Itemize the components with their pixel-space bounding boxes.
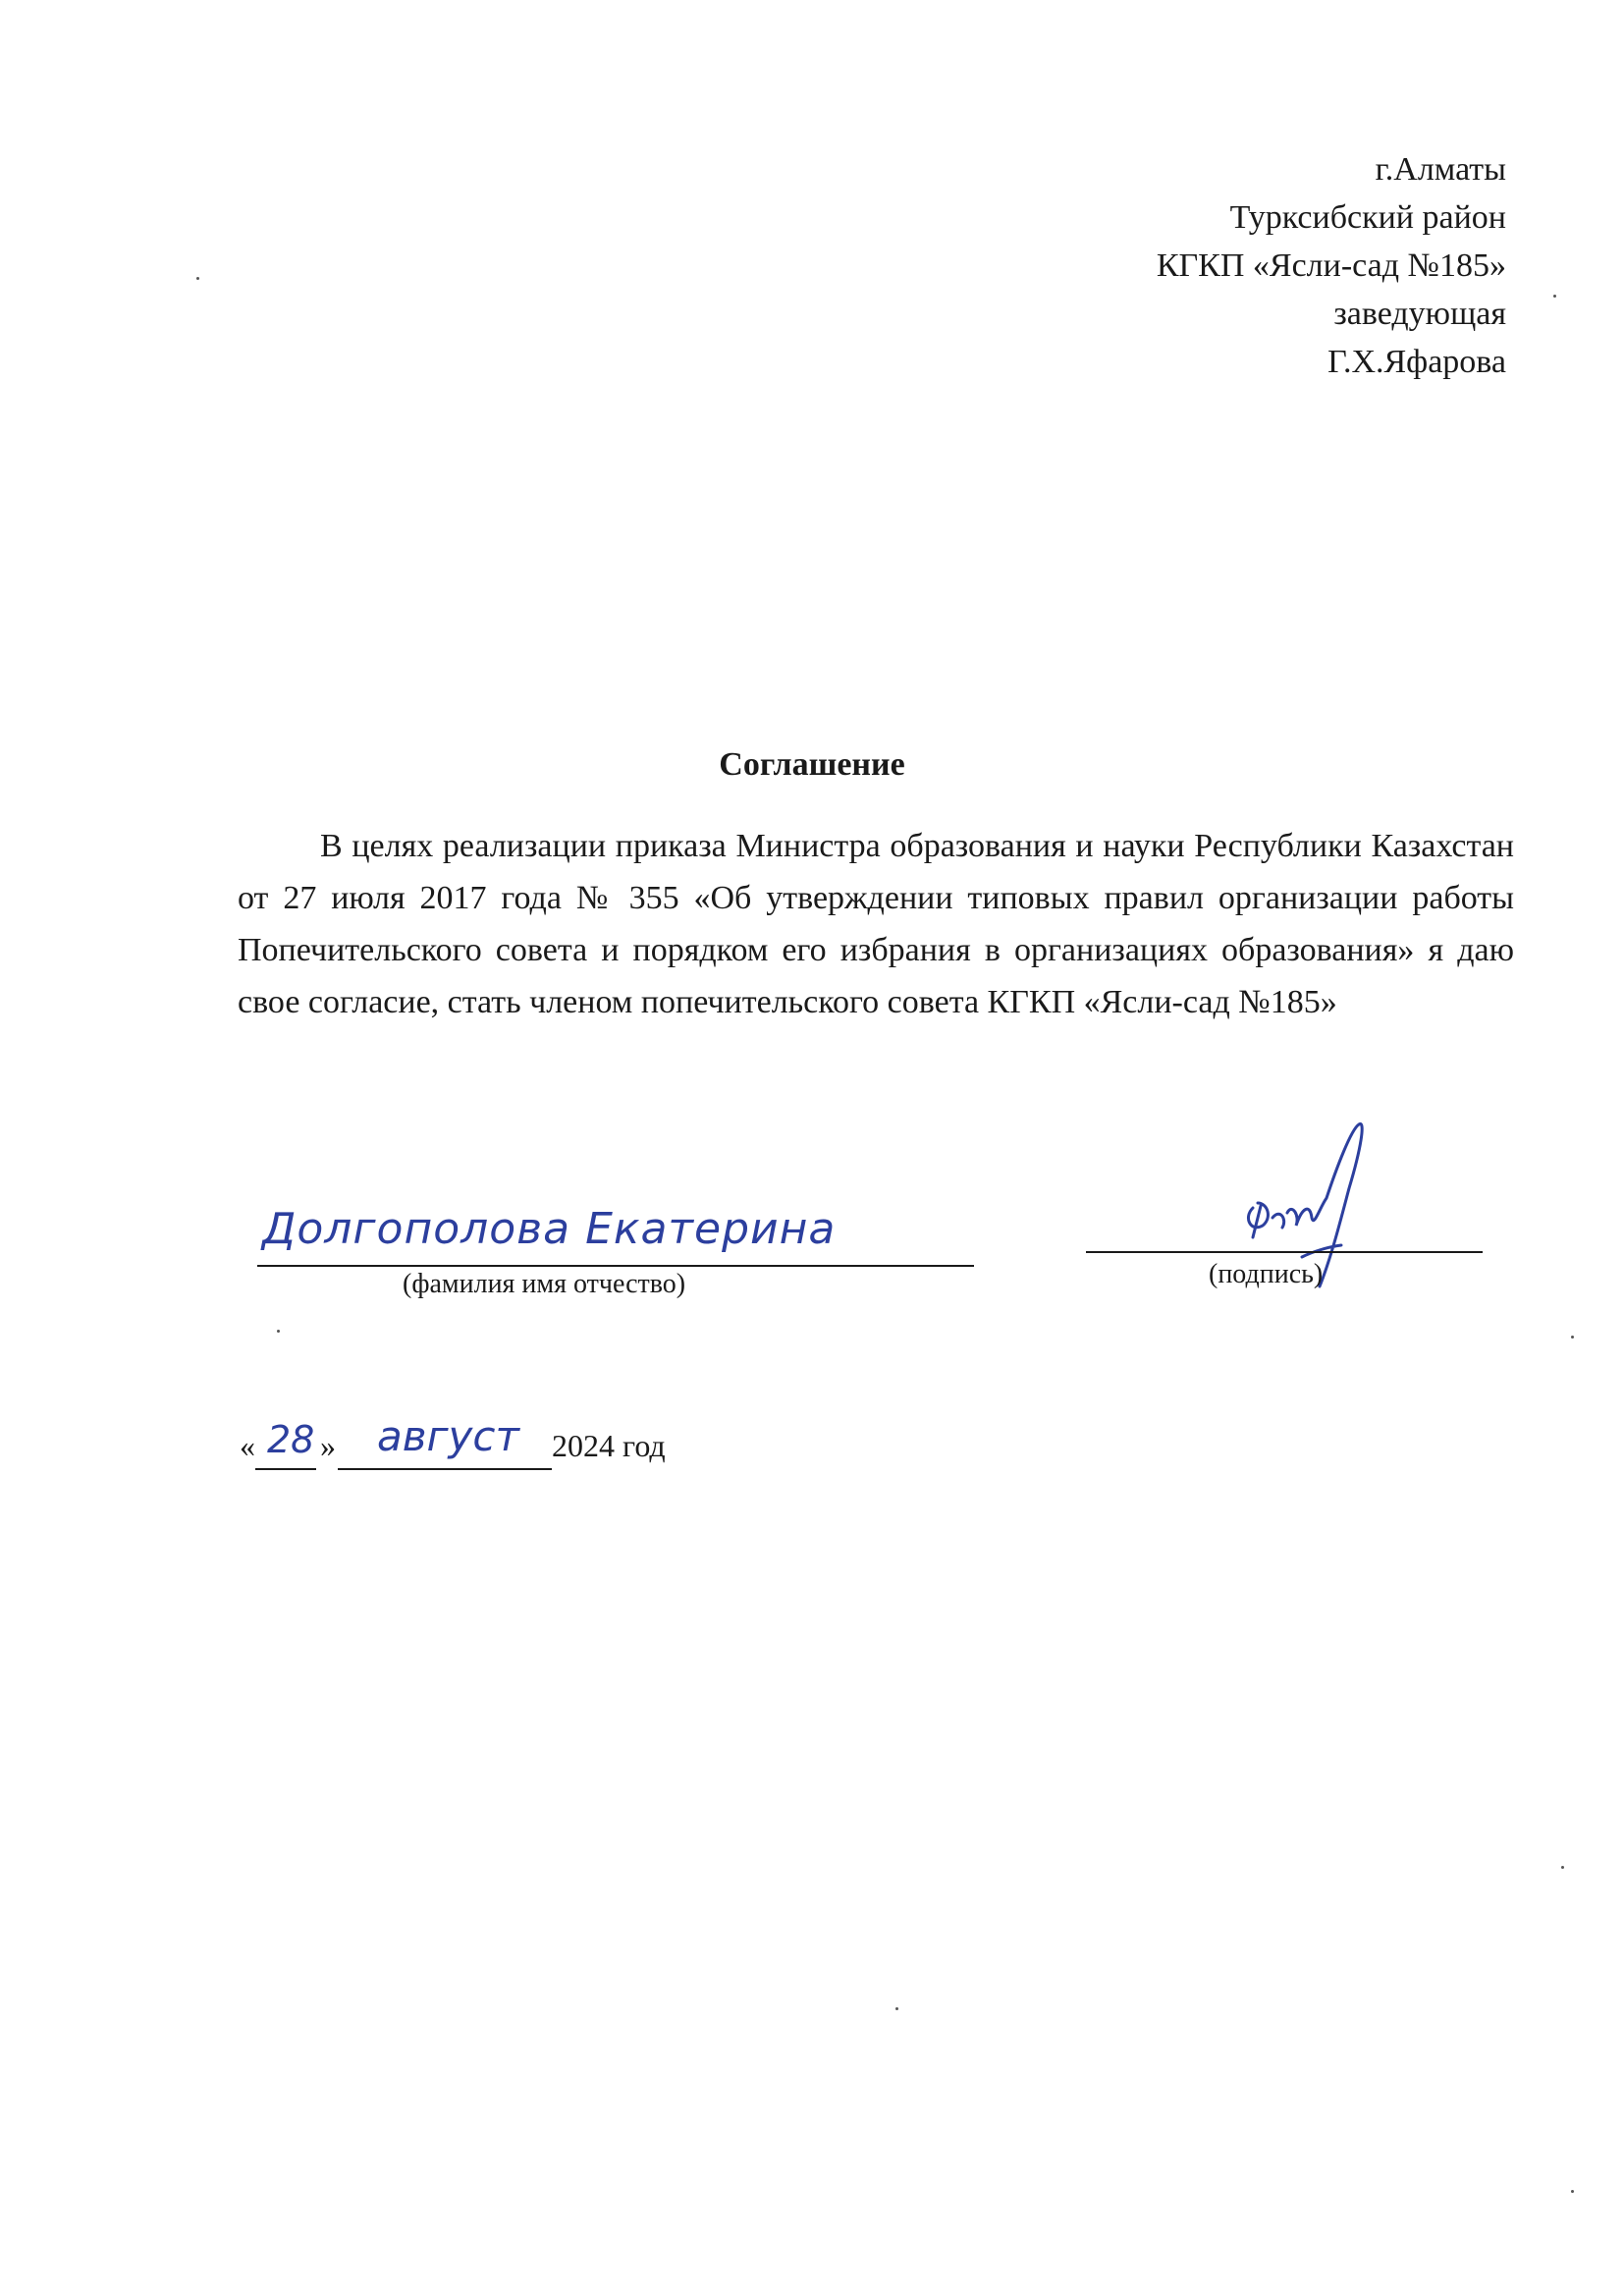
scan-speck bbox=[1571, 2190, 1574, 2193]
scan-speck bbox=[1571, 1336, 1574, 1339]
addressee-district: Турксибский район bbox=[1229, 199, 1506, 236]
agreement-body: В целях реализации приказа Министра образования и науки Республики Казахстан от 27 июля 2017 года № 355 «Об утверждении типовых правил организации работы Попечительского совета и порядком его избрания в организациях образования» я даю свое согласие, стать членом попечительского совета КГКП «Ясли-сад №185» bbox=[238, 828, 1514, 1020]
date-close-quote: » bbox=[320, 1428, 336, 1463]
scan-speck bbox=[1553, 295, 1556, 298]
day-underline bbox=[255, 1468, 316, 1470]
addressee-organization: КГКП «Ясли-сад №185» bbox=[1156, 247, 1506, 284]
month-underline bbox=[338, 1468, 552, 1470]
handwritten-fullname: Долгополова Екатерина bbox=[262, 1204, 837, 1254]
scan-speck bbox=[277, 1330, 280, 1333]
addressee-name: Г.Х.Яфарова bbox=[1327, 344, 1506, 380]
signature-field bbox=[1086, 1110, 1483, 1306]
scan-speck bbox=[895, 2007, 898, 2010]
scan-speck bbox=[1561, 1866, 1564, 1869]
document-title: Соглашение bbox=[719, 746, 905, 783]
year-text: 2024 год bbox=[552, 1428, 666, 1463]
signature-caption: (подпись) bbox=[1209, 1259, 1324, 1289]
fullname-underline bbox=[257, 1265, 974, 1267]
handwritten-month: август bbox=[377, 1412, 519, 1460]
scan-speck bbox=[196, 277, 199, 280]
fullname-caption: (фамилия имя отчество) bbox=[403, 1269, 686, 1299]
date-field bbox=[240, 1412, 789, 1481]
handwritten-day: 28 bbox=[267, 1418, 315, 1461]
signature-underline bbox=[1086, 1251, 1483, 1253]
addressee-position: заведующая bbox=[1333, 296, 1506, 332]
addressee-block bbox=[1157, 145, 1506, 386]
date-open-quote: « bbox=[240, 1428, 255, 1463]
addressee-city: г.Алматы bbox=[1375, 151, 1506, 188]
